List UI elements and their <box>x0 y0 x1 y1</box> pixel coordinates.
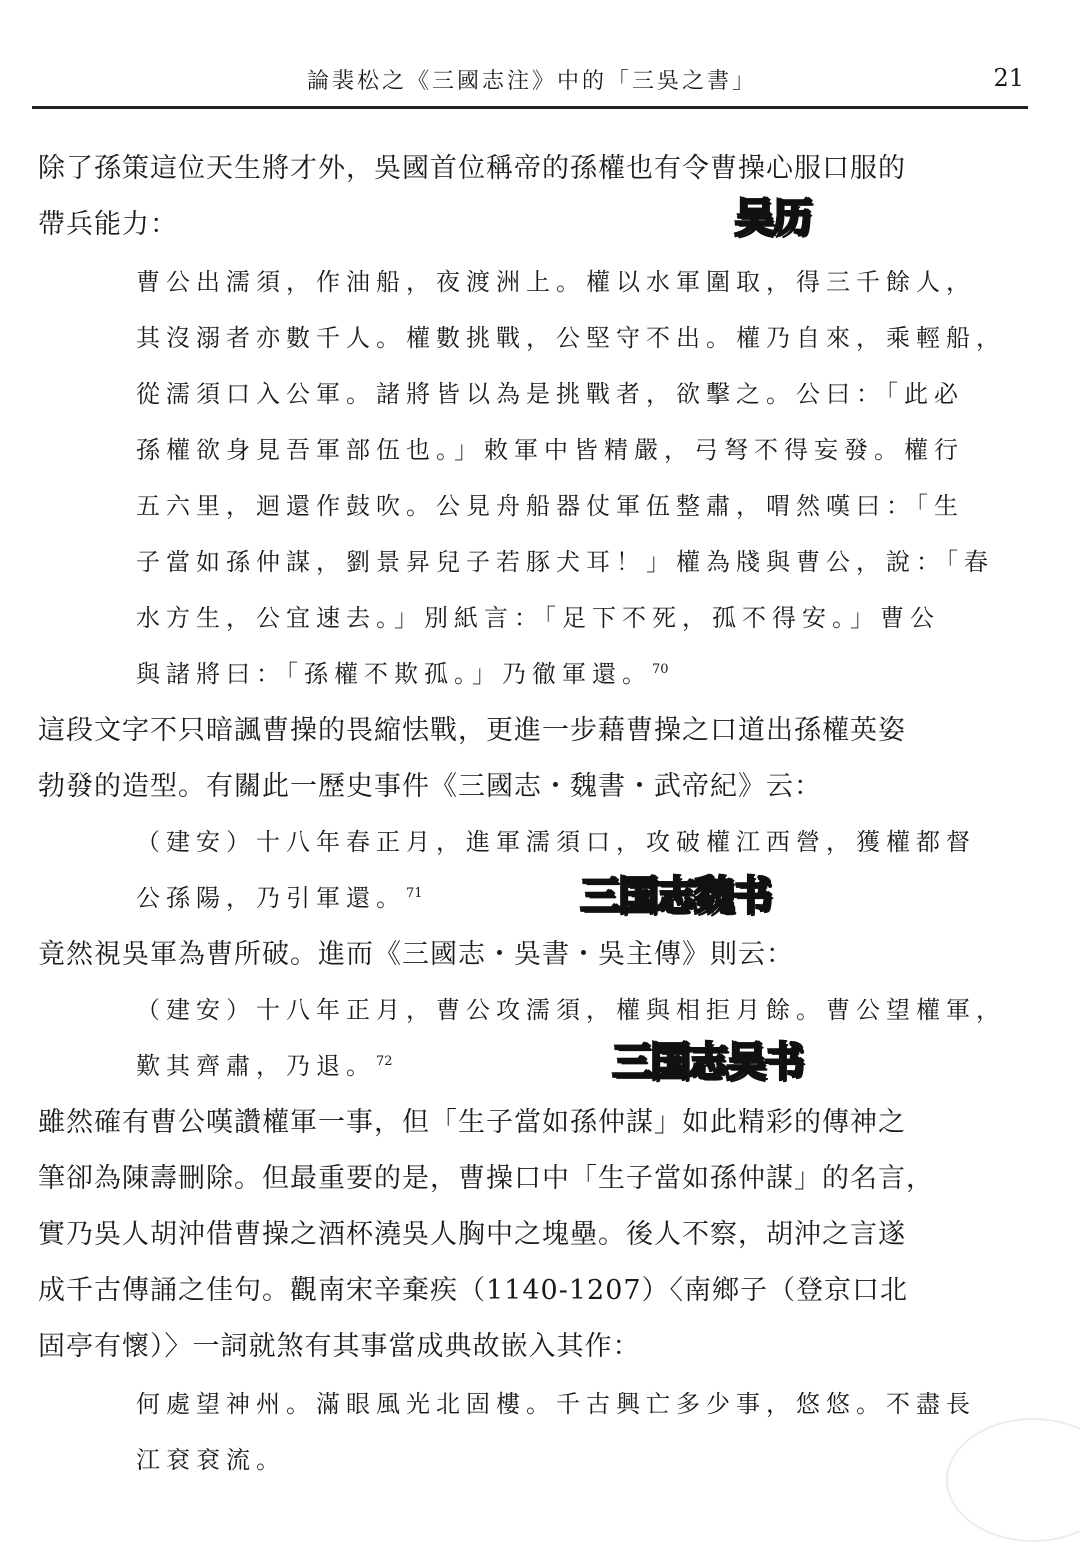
footnote-ref[interactable]: 72 <box>376 1054 393 1069</box>
body-line: 勃發的造型。有關此一歷史事件《三國志・魏書・武帝紀》云： <box>38 771 822 802</box>
quote-line <box>136 878 423 913</box>
quote-line <box>136 654 669 689</box>
body-line: 成千古傳誦之佳句。觀南宋辛棄疾（1140-1207）〈南鄉子（登京口北 <box>38 1275 909 1306</box>
running-title: 論裴松之《三國志注》中的「三吳之書」 <box>307 69 758 94</box>
quote-line: （建安）十八年春正月，進軍濡須口，攻破權江西營，獲權都督 <box>136 828 976 856</box>
annotation-sticker-wushu: 三国志吴书 <box>612 1039 802 1085</box>
quote-text: 公孫陽，乃引軍還。 <box>136 884 406 912</box>
page-number: 21 <box>993 64 1024 92</box>
quote-line: （建安）十八年正月，曹公攻濡須，權與相拒月餘。曹公望權軍， <box>136 996 1006 1024</box>
quote-line: 子當如孫仲謀，劉景昇兒子若豚犬耳！」權為牋與曹公，說：「春 <box>136 548 994 576</box>
watermark-seal <box>946 1418 1080 1542</box>
quote-line: 其沒溺者亦數千人。權數挑戰，公堅守不出。權乃自來，乘輕船， <box>136 324 1006 352</box>
body-line: 實乃吳人胡沖借曹操之酒杯澆吳人胸中之塊壘。後人不察，胡沖之言遂 <box>38 1219 906 1250</box>
quote-line: 孫權欲身見吾軍部伍也。」敕軍中皆精嚴，弓弩不得妄發。權行 <box>136 436 964 464</box>
quote-text: 與諸將曰：「孫權不欺孤。」乃徹軍還。 <box>136 660 652 688</box>
body-line: 除了孫策這位天生將才外，吳國首位稱帝的孫權也有令曹操心服口服的 <box>38 153 906 184</box>
body-line: 這段文字不只暗諷曹操的畏縮怯戰，更進一步藉曹操之口道出孫權英姿 <box>38 715 906 746</box>
quote-line: 五六里，迴還作鼓吹。公見舟船器仗軍伍整肅，喟然嘆曰：「生 <box>136 492 964 520</box>
body-line: 竟然視吳軍為曹所破。進而《三國志・吳書・吳主傳》則云： <box>38 939 794 970</box>
quote-line: 曹公出濡須，作油船，夜渡洲上。權以水軍圍取，得三千餘人， <box>136 268 976 296</box>
annotation-sticker-wuli: 吴历 <box>734 195 810 241</box>
page-header <box>32 62 1028 109</box>
annotation-sticker-weishu: 三国志魏书 <box>580 873 770 919</box>
quote-line: 何處望神州。滿眼風光北固樓。千古興亡多少事，悠悠。不盡長 <box>136 1390 976 1418</box>
body-line: 帶兵能力： <box>38 209 178 240</box>
body-line: 固亭有懷）〉一詞就煞有其事當成典故嵌入其作： <box>38 1331 641 1362</box>
quote-line <box>136 1046 393 1081</box>
footnote-ref[interactable]: 70 <box>652 662 669 677</box>
footnote-ref[interactable]: 71 <box>406 886 423 901</box>
body-line: 雖然確有曹公嘆讚權軍一事，但「生子當如孫仲謀」如此精彩的傳神之 <box>38 1107 906 1138</box>
quote-line: 從濡須口入公軍。諸將皆以為是挑戰者，欲擊之。公曰：「此必 <box>136 380 964 408</box>
quote-text: 歎其齊肅，乃退。 <box>136 1052 376 1080</box>
quote-line: 江袞袞流。 <box>136 1446 286 1474</box>
quote-line: 水方生，公宜速去。」別紙言：「足下不死，孤不得安。」曹公 <box>136 604 940 632</box>
body-line: 筆卻為陳壽刪除。但最重要的是，曹操口中「生子當如孫仲謀」的名言， <box>38 1163 934 1194</box>
